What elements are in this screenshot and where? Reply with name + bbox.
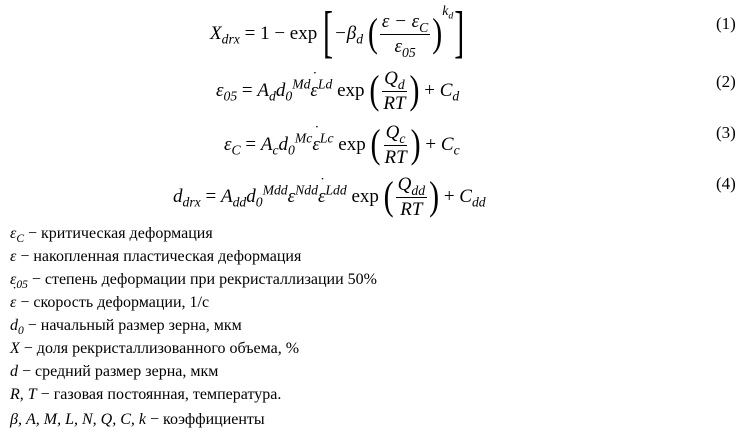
definition-symbol: ε (10, 271, 17, 288)
definition-symbol-sub: C (16, 233, 24, 246)
eq2-fraction (381, 69, 407, 114)
eq2-d-sup: Md (292, 76, 311, 92)
eq4-fraction (396, 175, 427, 220)
eq3-Q: Q (385, 122, 400, 143)
eq1-right-bracket: ] (454, 2, 465, 65)
eq4-d: d (246, 185, 256, 207)
eq4-right-paren: ) (429, 174, 440, 220)
equation-number-3: (3) (716, 123, 736, 142)
definition-text: − скорость деформации, 1/с (16, 294, 210, 311)
eq2-lhs-sub: 05 (223, 88, 238, 104)
definition-critical-strain (10, 225, 213, 246)
definition-text: − критическая деформация (24, 225, 213, 242)
eq4-C: C (459, 185, 472, 207)
eq2-d: d (275, 79, 286, 101)
eq1-beta-sub: d (356, 31, 364, 47)
equation-number-4: (4) (716, 174, 736, 193)
eq4-Q-sub: dd (411, 182, 426, 198)
eq4-strain: ε (287, 185, 296, 207)
eq3-lhs: ε (224, 133, 232, 155)
eq4-strain-sup: Ndd (295, 182, 318, 198)
equation-number-1: (1) (716, 14, 736, 33)
eq1-denominator-sub: 05 (401, 44, 416, 60)
eq3-A-sub: c (272, 142, 279, 158)
eq2-equals: = (237, 79, 258, 101)
eq3-d-sub: 0 (288, 142, 295, 158)
eq4-RT: RT (400, 198, 423, 220)
equation-3 (224, 123, 460, 168)
eq1-left-paren: ( (367, 11, 378, 57)
definition-symbol-sub: 05 (16, 279, 28, 292)
definition-gas-constant (10, 386, 281, 404)
eq2-plus: + (419, 79, 440, 101)
eq2-exp: exp (332, 79, 365, 101)
eq2-C-sub: d (452, 88, 460, 104)
eq3-d: d (278, 133, 289, 155)
eq1-fraction (380, 11, 430, 60)
eq3-C: C (440, 133, 454, 155)
eq4-C-sub: dd (471, 194, 486, 210)
eq1-beta: −β (333, 22, 357, 44)
eq4-Q: Q (397, 174, 412, 195)
eq4-strain-rate-sup: Ldd (325, 182, 347, 198)
eq4-lhs: d (173, 185, 183, 207)
eq1-left-bracket: [ (322, 2, 333, 65)
equation-2 (216, 69, 459, 114)
eq4-strain-rate: ε ˙ (318, 186, 326, 207)
eq3-C-sub: c (453, 142, 460, 158)
eq3-strain-rate-sup: Lc (319, 130, 334, 146)
eq1-one-minus-exp: 1 − exp (260, 22, 318, 44)
definition-symbol: ε ˙ (10, 294, 16, 311)
eq2-A: A (257, 79, 269, 101)
eq4-d-sub: 0 (255, 194, 263, 210)
eq2-left-paren: ( (369, 68, 380, 114)
definition-text: − коэффициенты (145, 411, 265, 428)
eq3-right-paren: ) (410, 122, 421, 168)
definition-symbol: d (10, 317, 18, 334)
eq1-numerator-sub: C (419, 19, 429, 35)
definition-symbol: R, T (10, 386, 37, 403)
eq2-A-sub: d (269, 88, 276, 104)
definition-symbol: β, A, M, L, N, Q, C, k (10, 411, 146, 428)
eq3-A: A (260, 133, 273, 155)
definition-symbol-sub: 0 (18, 325, 24, 338)
eq3-d-sup: Mc (294, 130, 313, 146)
eq4-A-sub: dd (232, 194, 247, 210)
eq4-equals: = (200, 185, 221, 207)
eq2-strain-rate-sup: Ld (317, 76, 333, 92)
definition-strain-50 (10, 271, 377, 292)
eq3-equals: = (240, 133, 261, 155)
eq1-numerator: ε − ε (381, 11, 420, 32)
definition-strain-rate (10, 294, 209, 312)
eq2-strain-rate: ε ˙ (310, 80, 318, 101)
eq1-exponent-k: k (442, 3, 449, 19)
eq3-Q-sub: c (399, 130, 406, 146)
eq2-RT: RT (383, 92, 406, 114)
eq2-lhs: ε (216, 79, 224, 101)
definition-text: − газовая постоянная, температура. (36, 386, 282, 403)
eq2-d-sub: 0 (285, 88, 293, 104)
definition-text: − степень деформации при рекристаллизации 50% (27, 271, 377, 288)
eq1-equals: = (239, 22, 261, 44)
definition-initial-grain (10, 317, 242, 338)
eq1-right-paren: ) (432, 11, 443, 57)
eq3-left-paren: ( (370, 122, 381, 168)
definition-text: − накопленная пластическая деформация (16, 248, 302, 265)
eq4-d-sup: Mdd (262, 182, 288, 198)
eq4-lhs-sub: drx (182, 194, 201, 210)
eq1-lhs-sub: drx (221, 31, 240, 47)
eq4-left-paren: ( (383, 174, 394, 220)
eq3-lhs-sub: C (231, 142, 241, 158)
eq3-fraction (382, 123, 408, 168)
eq3-exp: exp (333, 133, 366, 155)
equation-1 (210, 2, 465, 65)
equation-4 (173, 175, 486, 220)
eq4-exp: exp (346, 185, 379, 207)
definition-text: − средний размер зерна, мкм (18, 363, 219, 380)
definition-coefficients (10, 411, 265, 429)
eq1-lhs: X (210, 22, 222, 44)
definition-symbol: ε (10, 248, 17, 265)
eq2-C: C (439, 79, 453, 101)
definition-text: − начальный размер зерна, мкм (23, 317, 242, 334)
eq2-Q-sub: d (397, 76, 405, 92)
eq1-denominator: ε (394, 35, 402, 57)
eq4-plus: + (439, 185, 460, 207)
eq3-plus: + (420, 133, 441, 155)
definition-recrystallized-fraction (10, 340, 299, 358)
eq3-RT: RT (384, 146, 407, 168)
eq3-strain-rate: ε ˙ (312, 134, 320, 155)
definition-symbol: X (10, 340, 20, 357)
eq2-Q: Q (384, 68, 398, 89)
definition-symbol: ε (10, 225, 17, 242)
equation-number-2: (2) (716, 72, 736, 91)
definition-symbol: d (10, 363, 18, 380)
definition-mean-grain (10, 363, 218, 381)
eq2-right-paren: ) (409, 68, 420, 114)
definition-accumulated-strain (10, 248, 301, 266)
eq1-exponent-k-sub: d (448, 11, 454, 23)
definition-text: − доля рекристаллизованного объема, % (19, 340, 300, 357)
eq4-A: A (220, 185, 233, 207)
